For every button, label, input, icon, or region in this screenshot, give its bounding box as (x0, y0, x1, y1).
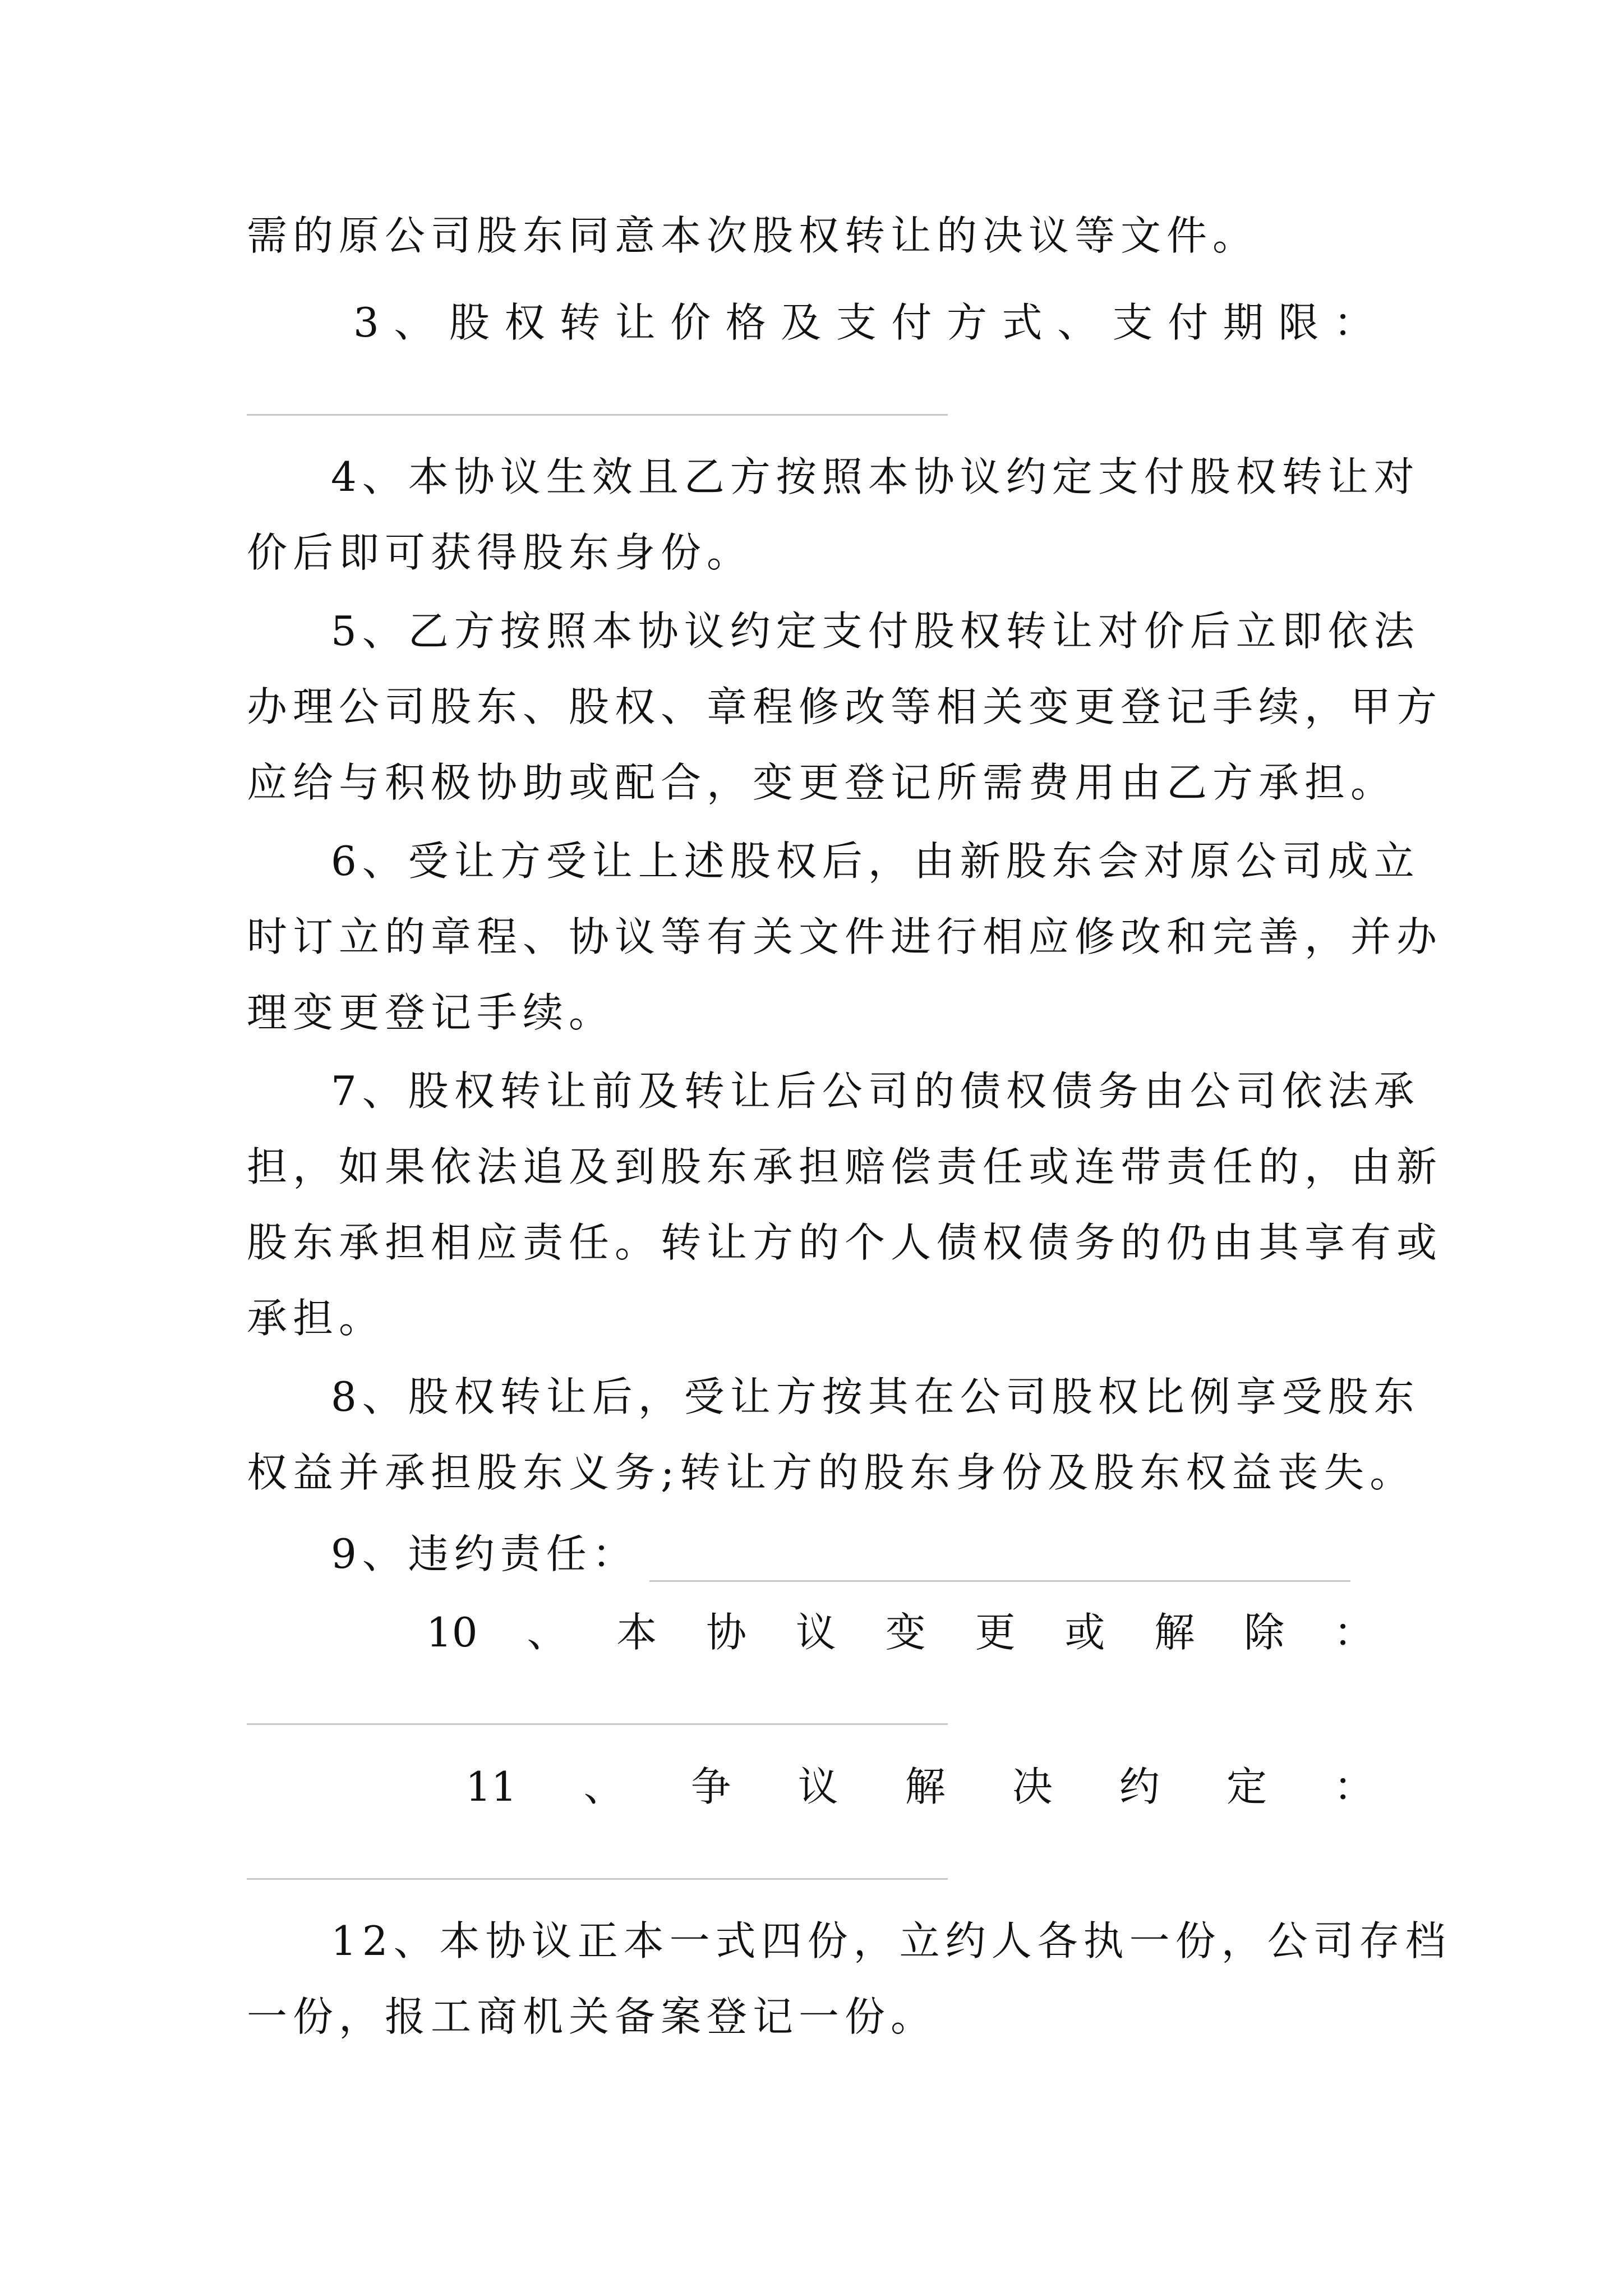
text-line: 应给与积极协助或配合，变更登记所需费用由乙方承担。 (247, 759, 1397, 806)
char: 议 (795, 1609, 836, 1656)
char: 10 (426, 1609, 478, 1656)
char: 、 (527, 1609, 568, 1656)
text-line: 理变更登记手续。 (247, 989, 615, 1036)
char: 付 (891, 299, 932, 346)
blank-line-10 (247, 1723, 948, 1725)
char: ： (1333, 1609, 1374, 1656)
char: 解 (905, 1763, 946, 1810)
text-line: 办理公司股东、股权、章程修改等相关变更登记手续，甲方 (247, 683, 1443, 730)
text-line: 时订立的章程、协议等有关文件进行相应修改和完善，并办 (247, 913, 1443, 960)
char: 约 (1119, 1763, 1160, 1810)
char: 议 (797, 1763, 838, 1810)
text-line: 担，如果依法追及到股东承担赔偿责任或连带责任的，由新 (247, 1143, 1443, 1190)
char: 、 (1057, 299, 1098, 346)
char: 争 (690, 1763, 731, 1810)
char: 支 (1112, 299, 1153, 346)
char: 式 (1002, 299, 1043, 346)
char: 让 (615, 299, 656, 346)
text-line: 股东承担相应责任。转让方的个人债权债务的仍由其享有或 (247, 1219, 1443, 1266)
clause-10-heading (426, 1604, 1374, 1660)
char: 3 (353, 299, 379, 346)
text-line: 4、本协议生效且乙方按照本协议约定支付股权转让对 (331, 453, 1420, 500)
char: 11 (465, 1763, 517, 1810)
char: 本 (616, 1609, 657, 1656)
char: ： (1333, 1763, 1374, 1810)
char: 或 (1064, 1609, 1105, 1656)
char: 决 (1012, 1763, 1053, 1810)
char: 、 (583, 1763, 624, 1810)
char: 付 (1168, 299, 1209, 346)
text-line: 权益并承担股东义务;转让方的股东身份及股东权益丧失。 (247, 1449, 1416, 1496)
char: 、 (394, 299, 435, 346)
char: 定 (1226, 1763, 1267, 1810)
blank-line-11 (247, 1878, 948, 1880)
text-line: 一份，报工商机关备案登记一份。 (247, 1993, 937, 2040)
blank-line-3 (247, 414, 948, 416)
blank-line-9 (649, 1547, 1350, 1582)
char: 限 (1278, 299, 1319, 346)
char: 更 (975, 1609, 1016, 1656)
text-line: 承担。 (247, 1295, 385, 1342)
char: 格 (725, 299, 766, 346)
char: 变 (885, 1609, 926, 1656)
clause-11-heading (465, 1759, 1374, 1815)
clause-9-line (331, 1526, 1380, 1582)
text-line: 6、受让方受让上述股权后，由新股东会对原公司成立 (331, 838, 1420, 885)
char: 权 (504, 299, 545, 346)
char: 解 (1154, 1609, 1195, 1656)
text-line: 需的原公司股东同意本次股权转让的决议等文件。 (247, 212, 1259, 259)
clause-9-label: 9、违约责任： (331, 1530, 638, 1577)
char: ： (1333, 299, 1374, 346)
char: 价 (670, 299, 711, 346)
clause-3-heading (353, 295, 1374, 351)
char: 协 (706, 1609, 747, 1656)
text-line: 7、股权转让前及转让后公司的债权债务由公司依法承 (331, 1068, 1420, 1115)
char: 及 (781, 299, 822, 346)
char: 支 (836, 299, 877, 346)
char: 转 (560, 299, 601, 346)
text-line: 5、乙方按照本协议约定支付股权转让对价后立即依法 (331, 608, 1420, 655)
char: 股 (449, 299, 490, 346)
char: 期 (1223, 299, 1264, 346)
text-line: 8、股权转让后，受让方按其在公司股权比例享受股东 (331, 1373, 1420, 1420)
text-line: 价后即可获得股东身份。 (247, 529, 753, 576)
char: 方 (946, 299, 987, 346)
char: 除 (1244, 1609, 1285, 1656)
text-line: 12、本协议正本一式四份，立约人各执一份，公司存档 (331, 1917, 1451, 1964)
